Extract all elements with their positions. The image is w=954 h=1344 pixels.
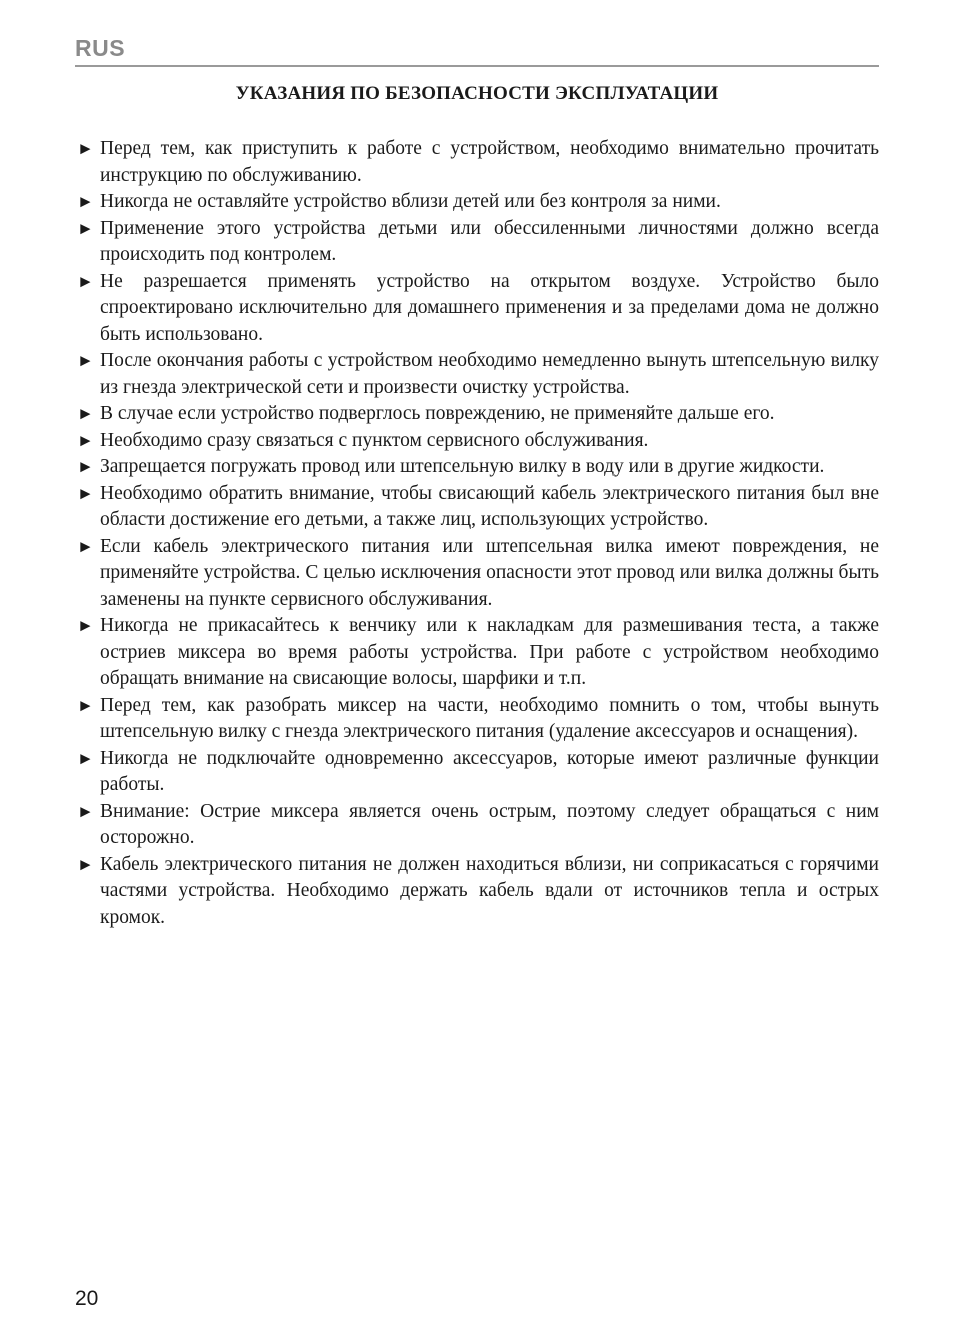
list-item: [75, 189, 879, 216]
list-item: [75, 428, 879, 455]
bullet-arrow-icon: ►: [77, 218, 94, 238]
list-item-text: После окончания работы с устройством необходимо немедленно вынуть штепсельную вилку из гнезда электрической сети и произвести очистку устройства.: [100, 350, 879, 398]
list-item-text: В случае если устройство подверглось повреждению, не применяйте дальше его.: [100, 403, 775, 424]
list-item-text: Внимание: Острие миксера является очень острым, поэтому следует обращаться с ним осторожно.: [100, 800, 879, 848]
bullet-arrow-icon: ►: [77, 139, 94, 158]
list-item-text: Никогда не оставляйте устройство вблизи детей или без контроля за ними.: [100, 191, 721, 212]
list-item: [75, 852, 879, 932]
bullet-arrow-icon: ►: [77, 695, 94, 715]
bullet-arrow-icon: ►: [77, 457, 94, 476]
list-item: [75, 534, 879, 614]
list-item-text: Применение этого устройства детьми или обессиленными личностями должно всегда происходить под контролем.: [100, 217, 879, 265]
list-item-text: Перед тем, как приступить к работе с устройством, необходимо внимательно прочитать инструкцию по обслуживанию.: [100, 138, 879, 186]
bullet-arrow-icon: ►: [77, 430, 94, 450]
bullet-arrow-icon: ►: [77, 271, 94, 291]
page-title: УКАЗАНИЯ ПО БЕЗОПАСНОСТИ ЭКСПЛУАТАЦИИ: [235, 83, 719, 104]
list-item: [75, 401, 879, 428]
list-item-text: Необходимо обратить внимание, чтобы свисающий кабель электрического питания был вне области достижение его детьми, а также лиц, использующих устройство.: [100, 482, 879, 530]
bullet-arrow-icon: ►: [77, 536, 94, 556]
list-item: [75, 216, 879, 269]
bullet-arrow-icon: ►: [77, 404, 94, 423]
list-item-text: Перед тем, как разобрать миксер на части, необходимо помнить о том, чтобы вынуть штепсельную вилку с гнезда электрического питания (удаление аксессуаров и оснащения).: [100, 694, 879, 742]
list-item: [75, 799, 879, 852]
safety-instructions-list: [75, 136, 879, 931]
list-item-text: Если кабель электрического питания или штепсельная вилка имеют повреждения, не применяйте устройства. С целью исключения опасности этот провод или вилка должны быть заменены на пункте сервисного обслуживания.: [100, 535, 879, 610]
bullet-arrow-icon: ►: [77, 192, 94, 211]
header-divider: [75, 65, 879, 67]
list-item: [75, 481, 879, 534]
list-item-text: Необходимо сразу связаться с пунктом сервисного обслуживания.: [100, 429, 649, 451]
bullet-arrow-icon: ►: [77, 801, 94, 821]
bullet-arrow-icon: ►: [77, 854, 94, 874]
list-item-text: Никогда не прикасайтесь к венчику или к накладкам для размешивания теста, а также остриев миксера во время работы устройства. При работе с устройством необходимо обращать внимание на свисающие волосы, шарфики и т.п.: [100, 615, 879, 689]
page-number: 20: [75, 1287, 99, 1310]
list-item: [75, 269, 879, 349]
list-item: [75, 746, 879, 799]
bullet-arrow-icon: ►: [77, 483, 94, 503]
list-item: [75, 693, 879, 746]
list-item-text: Никогда не подключайте одновременно аксессуаров, которые имеют различные функции работы.: [100, 747, 879, 795]
list-item: [75, 454, 879, 481]
bullet-arrow-icon: ►: [77, 616, 94, 635]
list-item: [75, 136, 879, 189]
language-label: RUS: [75, 35, 126, 61]
list-item-text: Кабель электрического питания не должен находиться вблизи, ни соприкасаться с горячими частями устройства. Необходимо держать кабель вдали от источников тепла и острых кромок.: [100, 853, 879, 928]
bullet-arrow-icon: ►: [77, 748, 94, 768]
list-item: [75, 348, 879, 401]
list-item-text: Запрещается погружать провод или штепсельную вилку в воду или в другие жидкости.: [100, 456, 825, 477]
list-item-text: Не разрешается применять устройство на открытом воздухе. Устройство было спроектировано исключительно для домашнего применения и за пределами дома не должно быть использовано.: [100, 270, 879, 345]
list-item: [75, 613, 879, 693]
bullet-arrow-icon: ►: [77, 351, 94, 370]
